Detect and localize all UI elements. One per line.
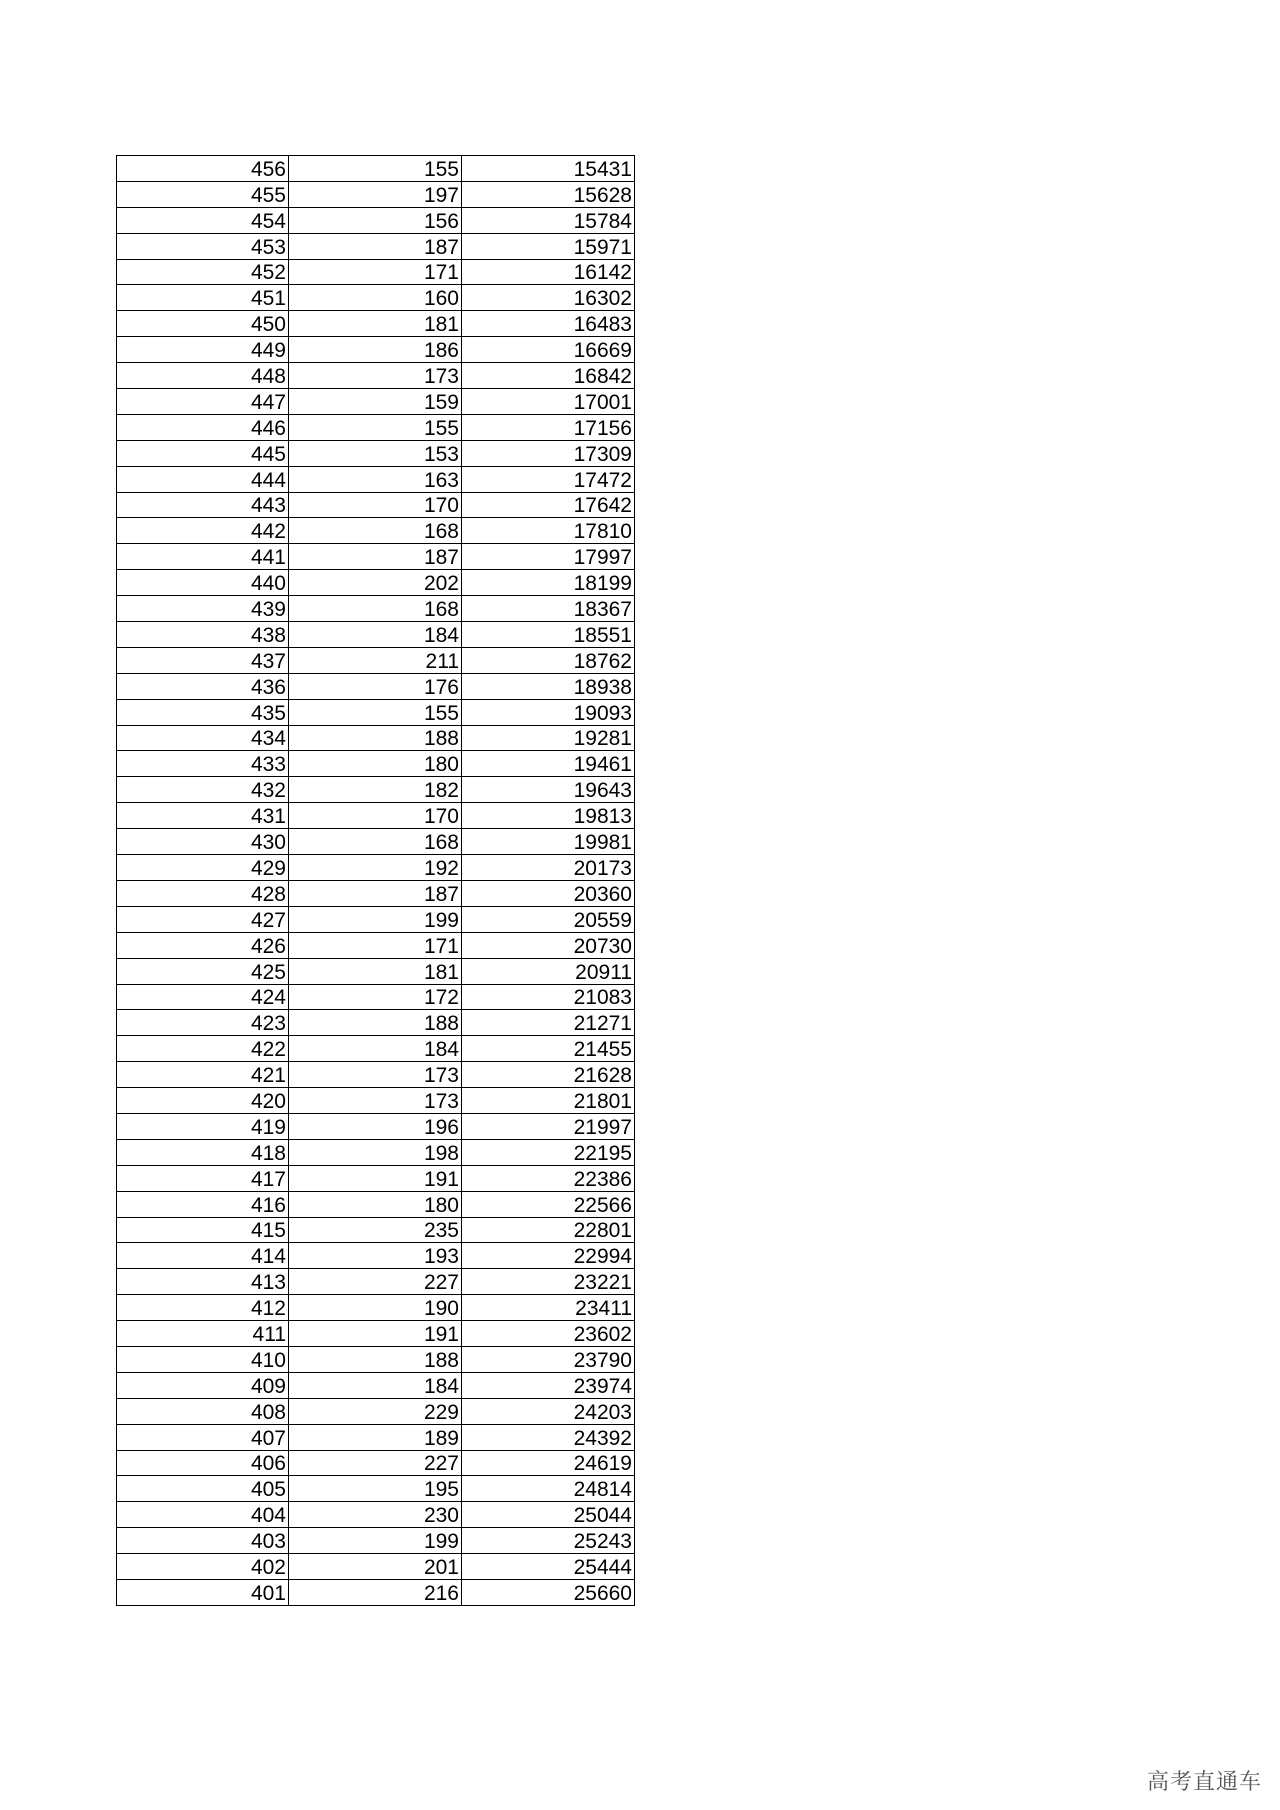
score-cell: 409 — [117, 1372, 289, 1398]
score-cell: 433 — [117, 751, 289, 777]
count-cell: 188 — [289, 1010, 462, 1036]
score-cell: 413 — [117, 1269, 289, 1295]
score-cell: 429 — [117, 855, 289, 881]
count-cell: 173 — [289, 1088, 462, 1114]
cumulative-cell: 17156 — [462, 414, 635, 440]
count-cell: 184 — [289, 622, 462, 648]
score-cell: 425 — [117, 958, 289, 984]
score-cell: 408 — [117, 1398, 289, 1424]
count-cell: 171 — [289, 932, 462, 958]
cumulative-cell: 16483 — [462, 311, 635, 337]
score-cell: 418 — [117, 1139, 289, 1165]
table-row — [117, 1295, 635, 1321]
count-cell: 170 — [289, 492, 462, 518]
cumulative-cell: 23411 — [462, 1295, 635, 1321]
score-cell: 402 — [117, 1554, 289, 1580]
count-cell: 235 — [289, 1217, 462, 1243]
count-cell: 216 — [289, 1579, 462, 1605]
cumulative-cell: 20911 — [462, 958, 635, 984]
table-row — [117, 363, 635, 389]
count-cell: 159 — [289, 389, 462, 415]
cumulative-cell: 19461 — [462, 751, 635, 777]
score-cell: 435 — [117, 699, 289, 725]
table-row — [117, 1139, 635, 1165]
cumulative-cell: 15431 — [462, 156, 635, 182]
cumulative-cell: 19643 — [462, 777, 635, 803]
count-cell: 188 — [289, 1346, 462, 1372]
count-cell: 156 — [289, 207, 462, 233]
cumulative-cell: 24619 — [462, 1450, 635, 1476]
cumulative-cell: 16669 — [462, 337, 635, 363]
cumulative-cell: 17309 — [462, 440, 635, 466]
cumulative-cell: 19281 — [462, 725, 635, 751]
table-row — [117, 207, 635, 233]
cumulative-cell: 16302 — [462, 285, 635, 311]
score-cell: 423 — [117, 1010, 289, 1036]
count-cell: 229 — [289, 1398, 462, 1424]
count-cell: 153 — [289, 440, 462, 466]
cumulative-cell: 22566 — [462, 1191, 635, 1217]
table-row — [117, 181, 635, 207]
count-cell: 199 — [289, 1528, 462, 1554]
table-row — [117, 285, 635, 311]
score-cell: 434 — [117, 725, 289, 751]
score-cell: 454 — [117, 207, 289, 233]
count-cell: 196 — [289, 1113, 462, 1139]
score-cell: 428 — [117, 880, 289, 906]
score-cell: 436 — [117, 673, 289, 699]
score-cell: 406 — [117, 1450, 289, 1476]
table-row — [117, 984, 635, 1010]
cumulative-cell: 15971 — [462, 233, 635, 259]
count-cell: 184 — [289, 1036, 462, 1062]
cumulative-cell: 15628 — [462, 181, 635, 207]
cumulative-cell: 24814 — [462, 1476, 635, 1502]
table-row — [117, 855, 635, 881]
cumulative-cell: 17001 — [462, 389, 635, 415]
table-row — [117, 1528, 635, 1554]
count-cell: 187 — [289, 544, 462, 570]
table-body — [117, 156, 635, 1606]
table-row — [117, 1269, 635, 1295]
cumulative-cell: 22386 — [462, 1165, 635, 1191]
table-row — [117, 1062, 635, 1088]
count-cell: 155 — [289, 156, 462, 182]
watermark-text: 高考直通车 — [1146, 1770, 1262, 1795]
cumulative-cell: 19813 — [462, 803, 635, 829]
table-row — [117, 1113, 635, 1139]
count-cell: 172 — [289, 984, 462, 1010]
cumulative-cell: 21628 — [462, 1062, 635, 1088]
table-row — [117, 259, 635, 285]
score-cell: 420 — [117, 1088, 289, 1114]
score-cell: 444 — [117, 466, 289, 492]
table-row — [117, 1424, 635, 1450]
score-cell: 419 — [117, 1113, 289, 1139]
count-cell: 160 — [289, 285, 462, 311]
cumulative-cell: 25444 — [462, 1554, 635, 1580]
cumulative-cell: 21997 — [462, 1113, 635, 1139]
table-row — [117, 958, 635, 984]
score-cell: 430 — [117, 829, 289, 855]
count-cell: 184 — [289, 1372, 462, 1398]
count-cell: 173 — [289, 363, 462, 389]
cumulative-cell: 22994 — [462, 1243, 635, 1269]
count-cell: 180 — [289, 1191, 462, 1217]
count-cell: 176 — [289, 673, 462, 699]
cumulative-cell: 25243 — [462, 1528, 635, 1554]
cumulative-cell: 16842 — [462, 363, 635, 389]
score-cell: 438 — [117, 622, 289, 648]
count-cell: 198 — [289, 1139, 462, 1165]
cumulative-cell: 16142 — [462, 259, 635, 285]
table-row — [117, 622, 635, 648]
score-cell: 439 — [117, 596, 289, 622]
score-cell: 445 — [117, 440, 289, 466]
table-row — [117, 544, 635, 570]
cumulative-cell: 18762 — [462, 647, 635, 673]
score-cell: 452 — [117, 259, 289, 285]
score-cell: 422 — [117, 1036, 289, 1062]
score-cell: 446 — [117, 414, 289, 440]
table-row — [117, 777, 635, 803]
count-cell: 171 — [289, 259, 462, 285]
cumulative-cell: 25660 — [462, 1579, 635, 1605]
score-cell: 426 — [117, 932, 289, 958]
score-cell: 416 — [117, 1191, 289, 1217]
table-row — [117, 906, 635, 932]
count-cell: 193 — [289, 1243, 462, 1269]
table-row — [117, 1398, 635, 1424]
count-cell: 173 — [289, 1062, 462, 1088]
table-row — [117, 803, 635, 829]
count-cell: 181 — [289, 311, 462, 337]
count-cell: 211 — [289, 647, 462, 673]
cumulative-cell: 23974 — [462, 1372, 635, 1398]
score-cell: 449 — [117, 337, 289, 363]
cumulative-cell: 20360 — [462, 880, 635, 906]
score-cell: 447 — [117, 389, 289, 415]
score-cell: 403 — [117, 1528, 289, 1554]
score-cell: 441 — [117, 544, 289, 570]
table-row — [117, 880, 635, 906]
count-cell: 155 — [289, 414, 462, 440]
count-cell: 190 — [289, 1295, 462, 1321]
count-cell: 163 — [289, 466, 462, 492]
count-cell: 186 — [289, 337, 462, 363]
count-cell: 195 — [289, 1476, 462, 1502]
cumulative-cell: 21801 — [462, 1088, 635, 1114]
table-row — [117, 932, 635, 958]
table-row — [117, 1010, 635, 1036]
score-cell: 440 — [117, 570, 289, 596]
table-row — [117, 156, 635, 182]
cumulative-cell: 19981 — [462, 829, 635, 855]
cumulative-cell: 21271 — [462, 1010, 635, 1036]
cumulative-cell: 23602 — [462, 1321, 635, 1347]
table-row — [117, 647, 635, 673]
count-cell: 227 — [289, 1269, 462, 1295]
score-cell: 437 — [117, 647, 289, 673]
table-row — [117, 1217, 635, 1243]
cumulative-cell: 17472 — [462, 466, 635, 492]
count-cell: 181 — [289, 958, 462, 984]
cumulative-cell: 15784 — [462, 207, 635, 233]
table-row — [117, 1502, 635, 1528]
table-row — [117, 492, 635, 518]
table-row — [117, 337, 635, 363]
cumulative-cell: 25044 — [462, 1502, 635, 1528]
cumulative-cell: 19093 — [462, 699, 635, 725]
count-cell: 168 — [289, 518, 462, 544]
score-cell: 455 — [117, 181, 289, 207]
count-cell: 187 — [289, 880, 462, 906]
table-row — [117, 1476, 635, 1502]
count-cell: 168 — [289, 596, 462, 622]
score-cell: 414 — [117, 1243, 289, 1269]
score-cell: 450 — [117, 311, 289, 337]
cumulative-cell: 20559 — [462, 906, 635, 932]
score-cell: 415 — [117, 1217, 289, 1243]
score-table — [116, 155, 635, 1606]
table-row — [117, 570, 635, 596]
count-cell: 155 — [289, 699, 462, 725]
score-cell: 401 — [117, 1579, 289, 1605]
cumulative-cell: 18551 — [462, 622, 635, 648]
count-cell: 201 — [289, 1554, 462, 1580]
table-row — [117, 311, 635, 337]
table-row — [117, 1450, 635, 1476]
count-cell: 197 — [289, 181, 462, 207]
score-cell: 424 — [117, 984, 289, 1010]
table-row — [117, 725, 635, 751]
score-cell: 431 — [117, 803, 289, 829]
count-cell: 191 — [289, 1165, 462, 1191]
cumulative-cell: 17997 — [462, 544, 635, 570]
count-cell: 189 — [289, 1424, 462, 1450]
table-row — [117, 1088, 635, 1114]
cumulative-cell: 18199 — [462, 570, 635, 596]
cumulative-cell: 21455 — [462, 1036, 635, 1062]
count-cell: 199 — [289, 906, 462, 932]
score-cell: 410 — [117, 1346, 289, 1372]
score-cell: 456 — [117, 156, 289, 182]
cumulative-cell: 18367 — [462, 596, 635, 622]
cumulative-cell: 23790 — [462, 1346, 635, 1372]
count-cell: 182 — [289, 777, 462, 803]
table-row — [117, 440, 635, 466]
score-cell: 427 — [117, 906, 289, 932]
score-cell: 405 — [117, 1476, 289, 1502]
score-cell: 404 — [117, 1502, 289, 1528]
score-cell: 417 — [117, 1165, 289, 1191]
table-row — [117, 414, 635, 440]
cumulative-cell: 22801 — [462, 1217, 635, 1243]
count-cell: 230 — [289, 1502, 462, 1528]
table-row — [117, 751, 635, 777]
score-cell: 442 — [117, 518, 289, 544]
table-row — [117, 233, 635, 259]
table-row — [117, 389, 635, 415]
table-row — [117, 1036, 635, 1062]
cumulative-cell: 20173 — [462, 855, 635, 881]
cumulative-cell: 17642 — [462, 492, 635, 518]
score-cell: 451 — [117, 285, 289, 311]
cumulative-cell: 18938 — [462, 673, 635, 699]
count-cell: 180 — [289, 751, 462, 777]
table-row — [117, 673, 635, 699]
cumulative-cell: 17810 — [462, 518, 635, 544]
cumulative-cell: 24392 — [462, 1424, 635, 1450]
table-row — [117, 829, 635, 855]
table-row — [117, 699, 635, 725]
cumulative-cell: 23221 — [462, 1269, 635, 1295]
table-row — [117, 466, 635, 492]
cumulative-cell: 20730 — [462, 932, 635, 958]
count-cell: 188 — [289, 725, 462, 751]
score-cell: 453 — [117, 233, 289, 259]
count-cell: 227 — [289, 1450, 462, 1476]
table-row — [117, 1372, 635, 1398]
table-row — [117, 1165, 635, 1191]
count-cell: 191 — [289, 1321, 462, 1347]
score-cell: 412 — [117, 1295, 289, 1321]
count-cell: 187 — [289, 233, 462, 259]
score-cell: 407 — [117, 1424, 289, 1450]
table-row — [117, 1554, 635, 1580]
table-row — [117, 1243, 635, 1269]
cumulative-cell: 24203 — [462, 1398, 635, 1424]
cumulative-cell: 22195 — [462, 1139, 635, 1165]
score-cell: 411 — [117, 1321, 289, 1347]
cumulative-cell: 21083 — [462, 984, 635, 1010]
table-row — [117, 1346, 635, 1372]
count-cell: 168 — [289, 829, 462, 855]
score-cell: 421 — [117, 1062, 289, 1088]
table-row — [117, 596, 635, 622]
count-cell: 202 — [289, 570, 462, 596]
score-cell: 448 — [117, 363, 289, 389]
table-row — [117, 1321, 635, 1347]
table-row — [117, 1579, 635, 1605]
count-cell: 192 — [289, 855, 462, 881]
score-cell: 432 — [117, 777, 289, 803]
table-row — [117, 518, 635, 544]
score-cell: 443 — [117, 492, 289, 518]
table-row — [117, 1191, 635, 1217]
count-cell: 170 — [289, 803, 462, 829]
